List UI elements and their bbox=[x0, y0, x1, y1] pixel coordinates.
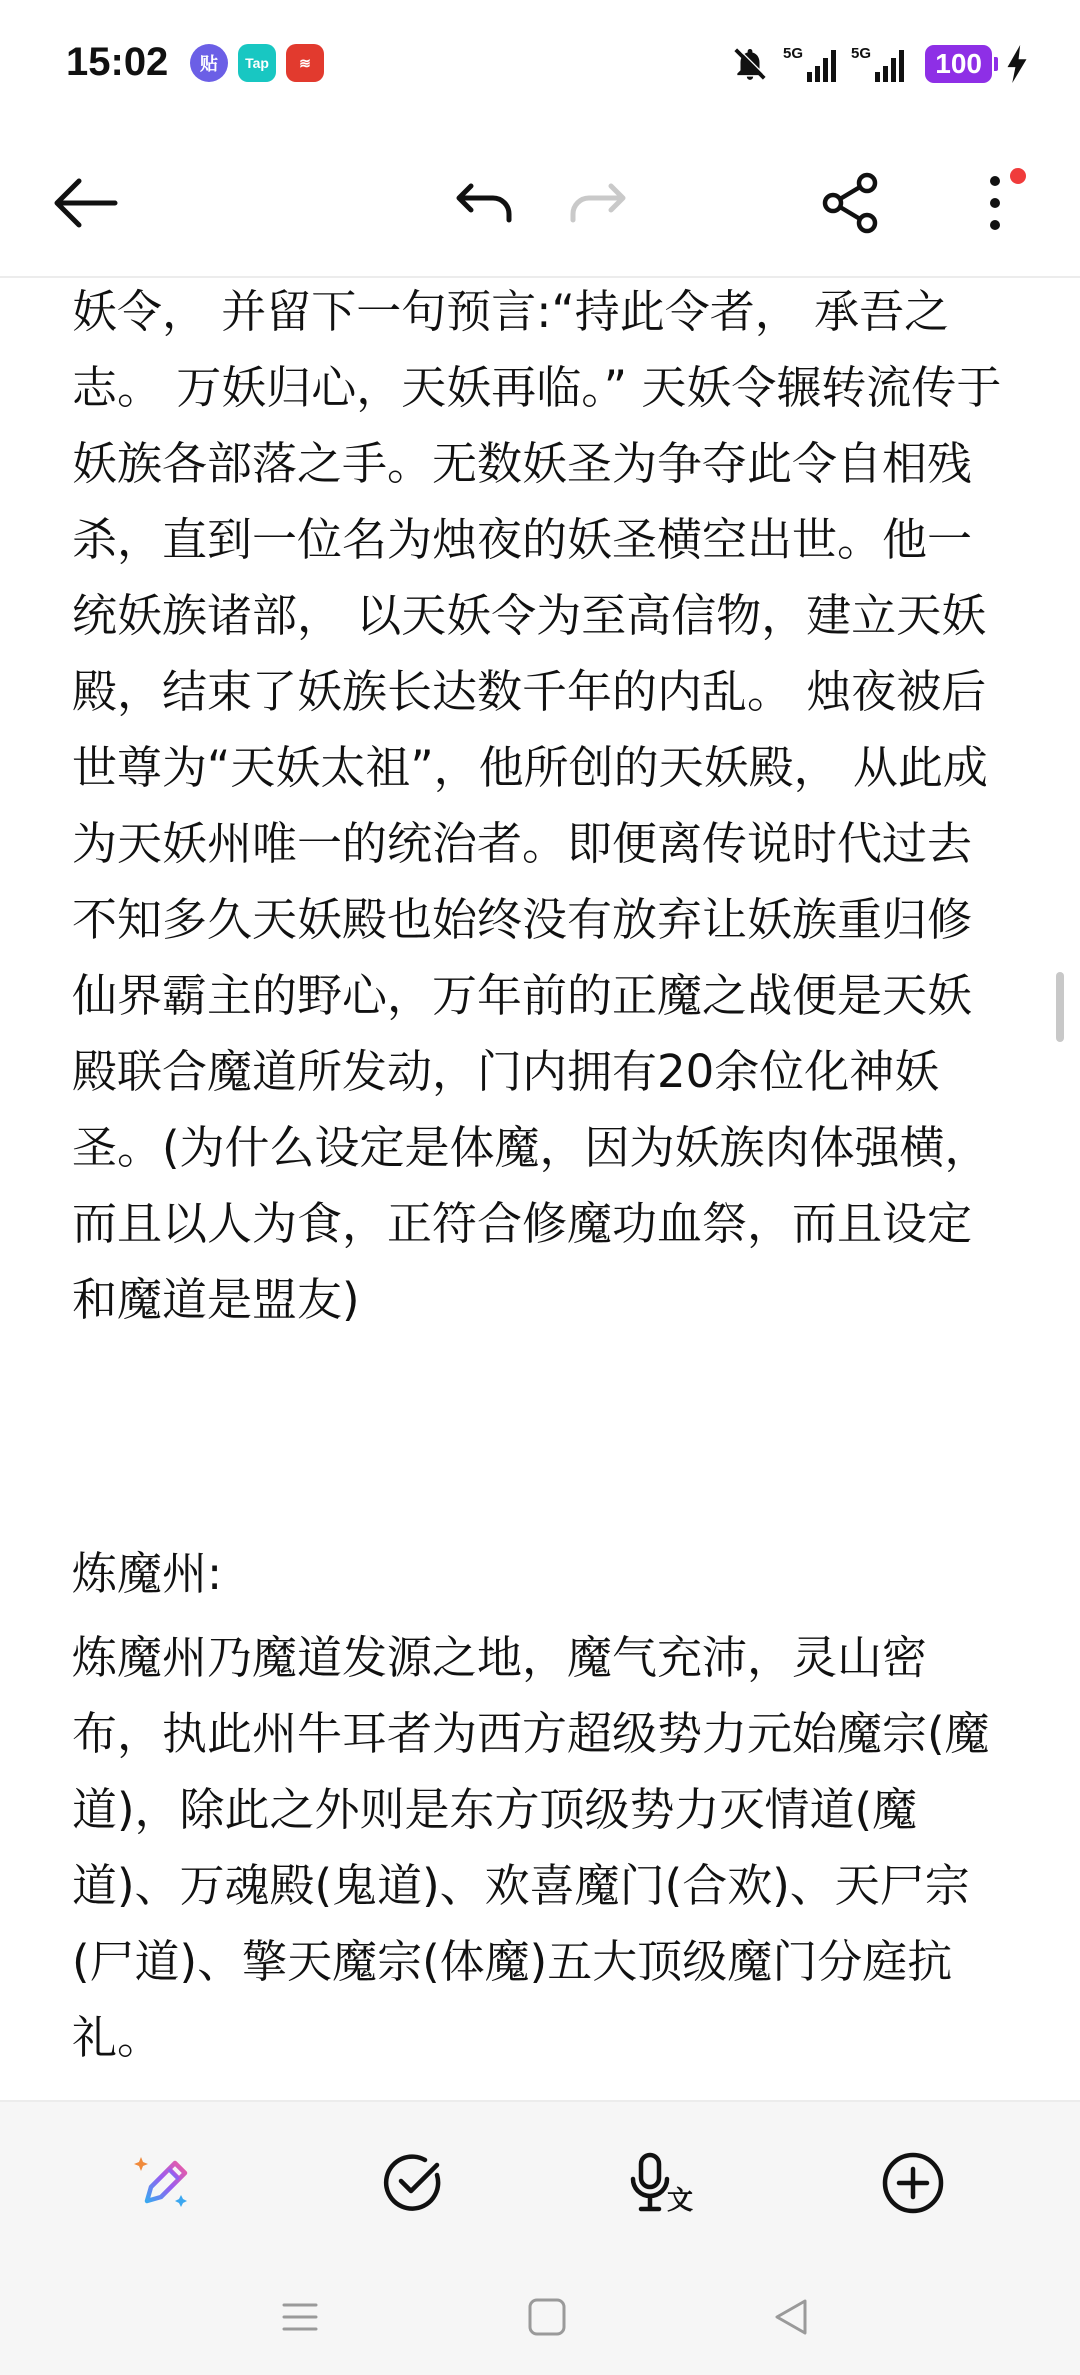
undo-button[interactable] bbox=[440, 158, 530, 248]
status-bar bbox=[0, 0, 1080, 128]
checklist-button[interactable] bbox=[368, 2138, 458, 2228]
system-nav-bar bbox=[0, 2260, 1080, 2375]
editor-bottom-bar bbox=[0, 2100, 1080, 2262]
status-time: 15:02 bbox=[66, 40, 169, 84]
share-icon bbox=[819, 171, 883, 235]
note-paragraph-2[interactable]: 炼魔州乃魔道发源之地，魔气充沛，灵山密布，执此州牛耳者为西方超级势力元始魔宗(魔道)，除此之外则是东方顶级势力灭情道(魔道)、万魂殿(鬼道)、欢喜魔门(合欢)、天尸宗(尸道)、擎天魔宗(体魔)五大顶级魔门分庭抗礼。 bbox=[72, 1631, 990, 2064]
back-arrow-icon bbox=[49, 173, 121, 233]
ai-pen-button[interactable] bbox=[120, 2138, 210, 2228]
ai-pen-icon bbox=[133, 2151, 197, 2215]
recent-apps-button[interactable] bbox=[265, 2282, 335, 2352]
back-icon bbox=[771, 2297, 811, 2337]
network-label-2: 5G bbox=[851, 45, 872, 62]
redo-icon bbox=[565, 178, 629, 228]
network-label-1: 5G bbox=[783, 45, 804, 62]
more-options-button[interactable] bbox=[950, 158, 1040, 248]
more-vertical-icon bbox=[985, 171, 1005, 235]
battery-indicator: 100 bbox=[925, 45, 992, 83]
undo-icon bbox=[453, 178, 517, 228]
signal-5g-icon-2 bbox=[851, 44, 907, 84]
home-icon bbox=[527, 2297, 567, 2337]
add-button[interactable] bbox=[868, 2138, 958, 2228]
note-toolbar bbox=[0, 128, 1080, 278]
note-content[interactable] bbox=[0, 278, 1080, 2100]
charging-bolt-icon bbox=[1004, 45, 1030, 83]
recent-apps-icon bbox=[280, 2297, 320, 2337]
home-button[interactable] bbox=[512, 2282, 582, 2352]
system-back-button[interactable] bbox=[756, 2282, 826, 2352]
add-circle-icon bbox=[881, 2151, 945, 2215]
voice-text-glyph: 文 bbox=[667, 2186, 694, 2215]
news-app-icon: ≋ bbox=[286, 44, 324, 82]
voice-to-text-button[interactable] bbox=[620, 2138, 710, 2228]
signal-5g-icon bbox=[783, 44, 839, 84]
note-heading[interactable]: 炼魔州: bbox=[72, 1547, 223, 1600]
scrollbar-thumb[interactable] bbox=[1056, 972, 1064, 1042]
back-button[interactable] bbox=[40, 158, 130, 248]
note-paragraph-1[interactable]: 妖令， 并留下一句预言:“持此令者， 承吾之志。 万妖归心，天妖再临。” 天妖令辗转流传于妖族各部落之手。无数妖圣为争夺此令自相残杀，直到一位名为烛夜的妖圣横空出世。他一统妖族诸部， 以天妖令为至高信物，建立天妖殿，结束了妖族长达数千年的内乱。 烛夜被后世尊为“天妖太祖”，他所创的天妖殿， 从此成为天妖州唯一的统治者。即便离传说时代过去不知多久天妖殿也始终没有放弃让妖族重归修仙界霸主的野心，万年前的正魔之战便是天妖殿联合魔道所发动，门内拥有20余位化神妖圣。(为什么设定是体魔，因为妖族肉体强横，而且以人为食，正符合修魔功血祭，而且设定和魔道是盟友) bbox=[72, 285, 1002, 1326]
checklist-icon bbox=[381, 2151, 445, 2215]
taptap-app-icon: Tap bbox=[238, 44, 276, 82]
redo-button[interactable] bbox=[552, 158, 642, 248]
voice-to-text-icon bbox=[629, 2151, 701, 2215]
tieba-app-icon: 贴 bbox=[190, 44, 228, 82]
status-indicators bbox=[731, 40, 1030, 88]
notification-dot bbox=[1010, 168, 1026, 184]
mute-bell-icon bbox=[731, 45, 769, 83]
share-button[interactable] bbox=[806, 158, 896, 248]
